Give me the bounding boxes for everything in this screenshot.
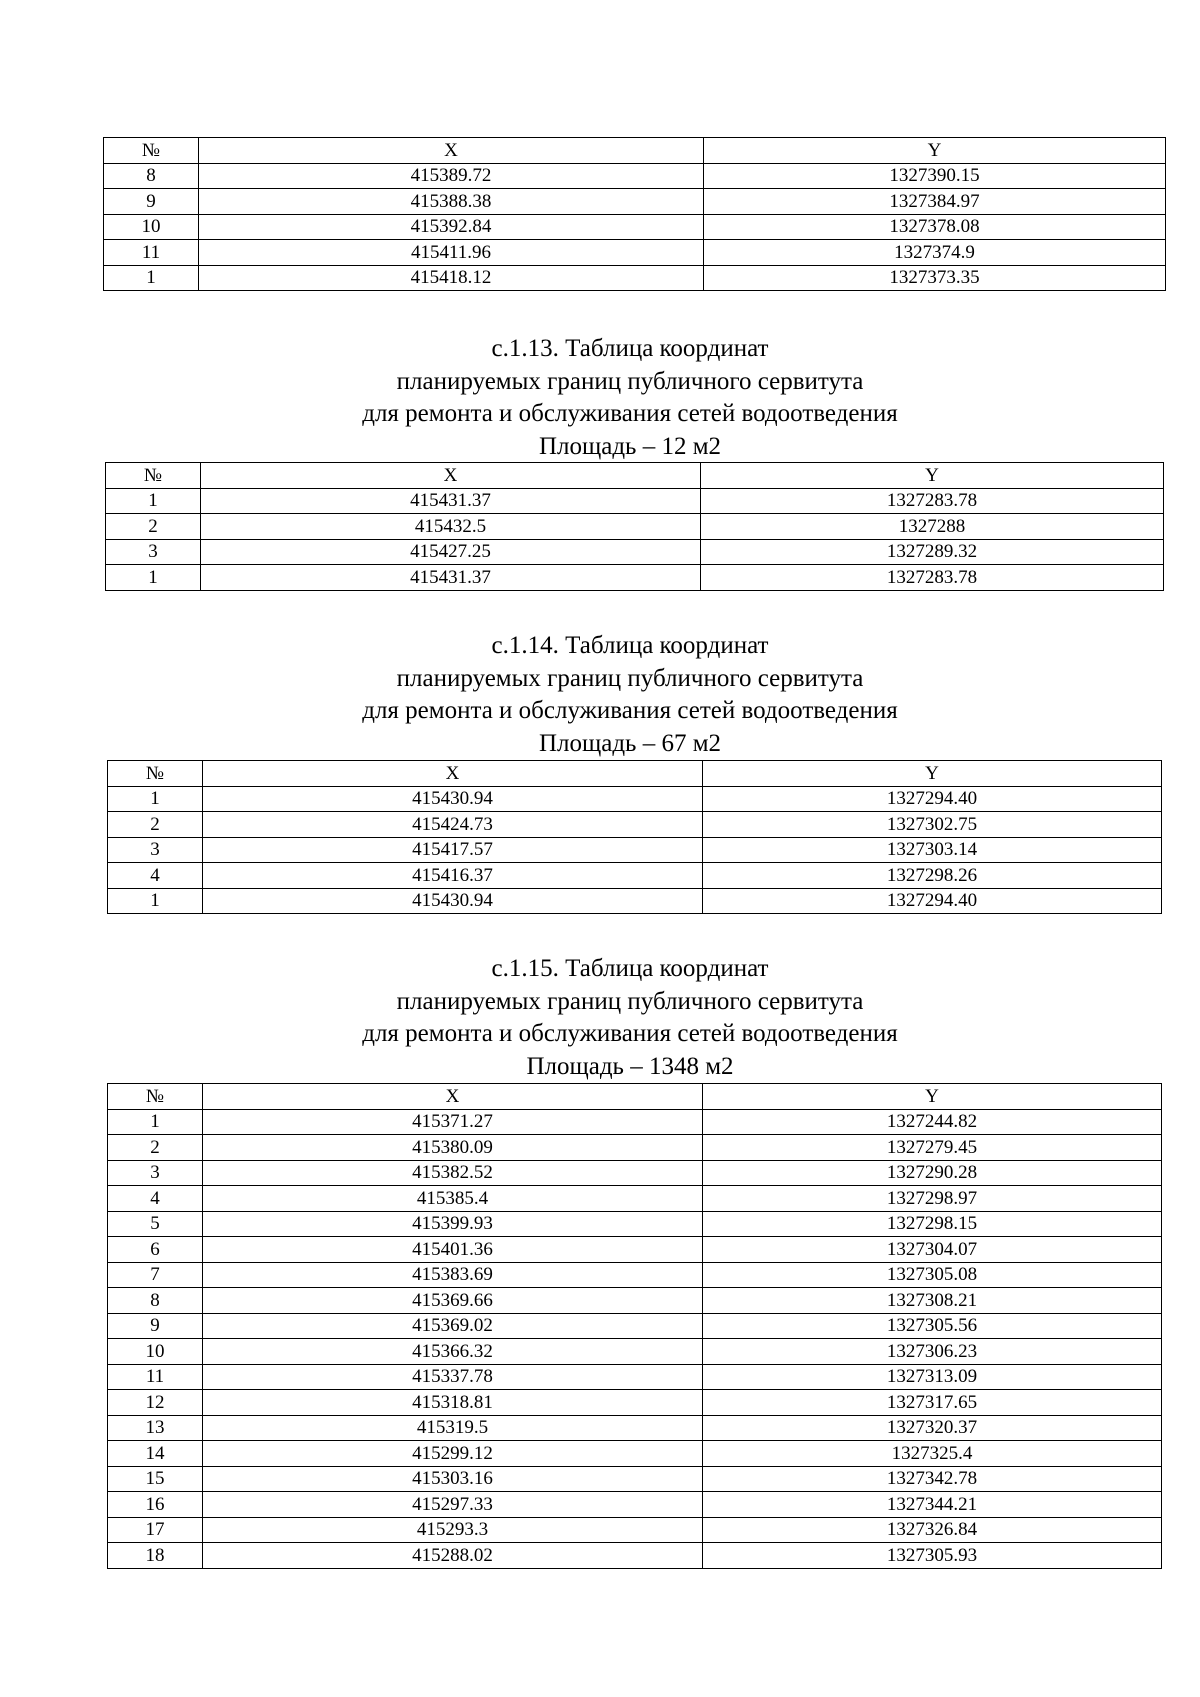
caption-line: планируемых границ публичного сервитута	[396, 987, 864, 1015]
point-number-cell: 18	[108, 1543, 203, 1569]
caption-line: для ремонта и обслуживания сетей водоотведения	[362, 697, 898, 724]
y-coordinate-cell: 1327244.82	[703, 1109, 1162, 1135]
point-number-cell: 2	[108, 1135, 203, 1161]
x-coordinate-cell: 415380.09	[203, 1135, 703, 1161]
y-coordinate-cell: 1327302.75	[703, 812, 1162, 838]
coords-table-continued	[103, 137, 1166, 291]
point-number-cell: 8	[104, 163, 199, 189]
y-coordinate-cell: 1327283.78	[701, 565, 1164, 591]
y-coordinate-cell: 1327390.15	[704, 163, 1166, 189]
x-coordinate-cell: 415318.81	[203, 1390, 703, 1416]
table-body	[106, 463, 1164, 591]
x-coordinate-cell: 415371.27	[203, 1109, 703, 1135]
caption-line: Площадь – 67 м2	[538, 729, 722, 757]
x-coordinate-cell: 415418.12	[199, 265, 704, 291]
point-number-cell: 1	[104, 265, 199, 291]
point-number-cell: 15	[108, 1466, 203, 1492]
x-coordinate-cell: 415388.38	[199, 189, 704, 215]
x-coordinate-cell: 415432.5	[201, 514, 701, 540]
point-number-cell: 16	[108, 1492, 203, 1518]
x-coordinate-cell: 415369.02	[203, 1313, 703, 1339]
point-number-cell: 3	[106, 539, 201, 565]
caption-line: с.1.13. Таблица координат	[491, 335, 769, 362]
header-x: X	[201, 463, 701, 489]
x-coordinate-cell: 415430.94	[203, 786, 703, 812]
y-coordinate-cell: 1327304.07	[703, 1237, 1162, 1263]
x-coordinate-cell: 415392.84	[199, 214, 704, 240]
section-caption-1-15	[0, 953, 1200, 1083]
y-coordinate-cell: 1327298.26	[703, 863, 1162, 889]
x-coordinate-cell: 415337.78	[203, 1364, 703, 1390]
table-row	[108, 837, 1162, 863]
table-body	[104, 138, 1166, 291]
table-row	[108, 1109, 1162, 1135]
y-coordinate-cell: 1327378.08	[704, 214, 1166, 240]
y-coordinate-cell: 1327384.97	[704, 189, 1166, 215]
header-y: Y	[703, 761, 1162, 787]
y-coordinate-cell: 1327279.45	[703, 1135, 1162, 1161]
header-num: №	[108, 1084, 203, 1110]
table-row	[108, 1441, 1162, 1467]
table-row	[104, 163, 1166, 189]
x-coordinate-cell: 415293.3	[203, 1517, 703, 1543]
x-coordinate-cell: 415417.57	[203, 837, 703, 863]
header-num: №	[104, 138, 199, 164]
x-coordinate-cell: 415382.52	[203, 1160, 703, 1186]
point-number-cell: 5	[108, 1211, 203, 1237]
table-header-row	[104, 138, 1166, 164]
section-caption-1-13	[0, 333, 1200, 463]
table-row	[108, 1186, 1162, 1212]
x-coordinate-cell: 415416.37	[203, 863, 703, 889]
point-number-cell: 10	[104, 214, 199, 240]
table-row	[108, 1390, 1162, 1416]
x-coordinate-cell: 415288.02	[203, 1543, 703, 1569]
table-row	[108, 1288, 1162, 1314]
x-coordinate-cell: 415385.4	[203, 1186, 703, 1212]
header-y: Y	[704, 138, 1166, 164]
x-coordinate-cell: 415303.16	[203, 1466, 703, 1492]
table-row	[108, 1492, 1162, 1518]
table-row	[106, 488, 1164, 514]
table-row	[108, 1135, 1162, 1161]
table-header-row	[108, 1084, 1162, 1110]
point-number-cell: 1	[108, 888, 203, 914]
y-coordinate-cell: 1327303.14	[703, 837, 1162, 863]
table-row	[104, 214, 1166, 240]
y-coordinate-cell: 1327374.9	[704, 240, 1166, 266]
caption-line: с.1.14. Таблица координат	[491, 632, 769, 659]
table-body	[108, 761, 1162, 914]
coords-table-1-15	[107, 1083, 1162, 1569]
x-coordinate-cell: 415297.33	[203, 1492, 703, 1518]
table-row	[108, 1211, 1162, 1237]
point-number-cell: 2	[106, 514, 201, 540]
x-coordinate-cell: 415389.72	[199, 163, 704, 189]
table-row	[108, 863, 1162, 889]
y-coordinate-cell: 1327283.78	[701, 488, 1164, 514]
point-number-cell: 1	[108, 786, 203, 812]
y-coordinate-cell: 1327326.84	[703, 1517, 1162, 1543]
section-caption-1-14	[0, 630, 1200, 760]
x-coordinate-cell: 415369.66	[203, 1288, 703, 1314]
header-y: Y	[701, 463, 1164, 489]
x-coordinate-cell: 415427.25	[201, 539, 701, 565]
x-coordinate-cell: 415430.94	[203, 888, 703, 914]
y-coordinate-cell: 1327298.15	[703, 1211, 1162, 1237]
header-num: №	[106, 463, 201, 489]
table-row	[108, 1160, 1162, 1186]
header-x: X	[203, 1084, 703, 1110]
caption-line: Площадь – 1348 м2	[526, 1052, 734, 1080]
y-coordinate-cell: 1327294.40	[703, 786, 1162, 812]
x-coordinate-cell: 415366.32	[203, 1339, 703, 1365]
caption-line: планируемых границ публичного сервитута	[396, 664, 864, 692]
y-coordinate-cell: 1327373.35	[704, 265, 1166, 291]
x-coordinate-cell: 415431.37	[201, 565, 701, 591]
table-row	[108, 786, 1162, 812]
header-x: X	[203, 761, 703, 787]
y-coordinate-cell: 1327289.32	[701, 539, 1164, 565]
point-number-cell: 2	[108, 812, 203, 838]
x-coordinate-cell: 415299.12	[203, 1441, 703, 1467]
point-number-cell: 1	[106, 565, 201, 591]
header-x: X	[199, 138, 704, 164]
x-coordinate-cell: 415424.73	[203, 812, 703, 838]
y-coordinate-cell: 1327317.65	[703, 1390, 1162, 1416]
point-number-cell: 11	[108, 1364, 203, 1390]
y-coordinate-cell: 1327305.08	[703, 1262, 1162, 1288]
y-coordinate-cell: 1327294.40	[703, 888, 1162, 914]
point-number-cell: 10	[108, 1339, 203, 1365]
table-row	[108, 1415, 1162, 1441]
y-coordinate-cell: 1327320.37	[703, 1415, 1162, 1441]
caption-line: для ремонта и обслуживания сетей водоотведения	[362, 400, 898, 427]
coords-table-1-13	[105, 462, 1164, 591]
table-row	[108, 888, 1162, 914]
y-coordinate-cell: 1327308.21	[703, 1288, 1162, 1314]
point-number-cell: 3	[108, 837, 203, 863]
y-coordinate-cell: 1327288	[701, 514, 1164, 540]
y-coordinate-cell: 1327325.4	[703, 1441, 1162, 1467]
table-row	[108, 1313, 1162, 1339]
y-coordinate-cell: 1327313.09	[703, 1364, 1162, 1390]
table-body	[108, 1084, 1162, 1569]
y-coordinate-cell: 1327342.78	[703, 1466, 1162, 1492]
table-header-row	[108, 761, 1162, 787]
caption-line: Площадь – 12 м2	[538, 432, 722, 460]
table-row	[106, 565, 1164, 591]
table-row	[108, 1262, 1162, 1288]
x-coordinate-cell: 415383.69	[203, 1262, 703, 1288]
point-number-cell: 4	[108, 863, 203, 889]
point-number-cell: 13	[108, 1415, 203, 1441]
point-number-cell: 9	[108, 1313, 203, 1339]
point-number-cell: 4	[108, 1186, 203, 1212]
coords-table-1-14	[107, 760, 1162, 914]
y-coordinate-cell: 1327305.93	[703, 1543, 1162, 1569]
point-number-cell: 11	[104, 240, 199, 266]
point-number-cell: 17	[108, 1517, 203, 1543]
x-coordinate-cell: 415399.93	[203, 1211, 703, 1237]
header-num: №	[108, 761, 203, 787]
table-row	[108, 1364, 1162, 1390]
point-number-cell: 6	[108, 1237, 203, 1263]
table-header-row	[106, 463, 1164, 489]
y-coordinate-cell: 1327298.97	[703, 1186, 1162, 1212]
y-coordinate-cell: 1327344.21	[703, 1492, 1162, 1518]
table-row	[104, 265, 1166, 291]
table-row	[108, 1237, 1162, 1263]
table-row	[108, 1543, 1162, 1569]
caption-line: планируемых границ публичного сервитута	[396, 367, 864, 395]
table-row	[108, 1466, 1162, 1492]
table-row	[106, 514, 1164, 540]
table-row	[104, 189, 1166, 215]
caption-line: с.1.15. Таблица координат	[491, 955, 769, 982]
table-row	[108, 812, 1162, 838]
header-y: Y	[703, 1084, 1162, 1110]
table-row	[104, 240, 1166, 266]
y-coordinate-cell: 1327305.56	[703, 1313, 1162, 1339]
point-number-cell: 1	[108, 1109, 203, 1135]
y-coordinate-cell: 1327290.28	[703, 1160, 1162, 1186]
point-number-cell: 7	[108, 1262, 203, 1288]
x-coordinate-cell: 415431.37	[201, 488, 701, 514]
point-number-cell: 3	[108, 1160, 203, 1186]
point-number-cell: 14	[108, 1441, 203, 1467]
point-number-cell: 8	[108, 1288, 203, 1314]
table-row	[106, 539, 1164, 565]
y-coordinate-cell: 1327306.23	[703, 1339, 1162, 1365]
x-coordinate-cell: 415411.96	[199, 240, 704, 266]
point-number-cell: 9	[104, 189, 199, 215]
caption-line: для ремонта и обслуживания сетей водоотведения	[362, 1020, 898, 1047]
table-row	[108, 1517, 1162, 1543]
point-number-cell: 1	[106, 488, 201, 514]
x-coordinate-cell: 415401.36	[203, 1237, 703, 1263]
x-coordinate-cell: 415319.5	[203, 1415, 703, 1441]
table-row	[108, 1339, 1162, 1365]
point-number-cell: 12	[108, 1390, 203, 1416]
